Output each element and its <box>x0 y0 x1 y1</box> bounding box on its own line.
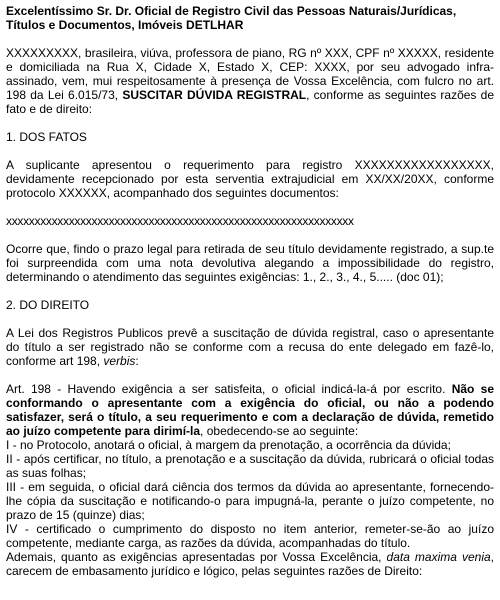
law-p1-italic: verbis <box>103 354 136 368</box>
intro-tail: , conforme as seguintes razões de fato e de direito: <box>6 88 495 116</box>
law-p1-text: A Lei dos Registros Publicos prevê a suscitação de dúvida registral, caso o apresentante do título a ser registrado não se conforme com a recusa do ente delegado em fazê-lo, conforme art 198, <box>6 326 494 368</box>
article-end: , obedecendo-se ao seguinte: <box>200 424 359 438</box>
intro-bold-request: SUSCITAR DÚVIDA REGISTRAL <box>122 88 307 102</box>
article-start: Art. 198 - Havendo exigência a ser satisfeita, o oficial indicá-la-á por escrito. <box>6 382 452 396</box>
closing-italic: data maxima venia <box>386 550 491 564</box>
article-bold: Não se conformando o apresentante com a exigência do oficial, ou não a podendo satisfazer, será o título, a seu requerimento e com a declaração de dúvida, remetido ao juízo competente para dirimí-la <box>6 382 495 438</box>
section-heading-facts: 1. DOS FATOS <box>6 130 87 144</box>
closing-paragraph <box>6 550 494 578</box>
article-item-2: II - após certificar, no título, a prenotação e a suscitação da dúvida, rubricará o oficial todas as suas folhas; <box>6 452 494 480</box>
article-item-4: IV - certificado o cumprimento do disposto no item anterior, remeter-se-ão ao juízo competente, mediante carga, as razões da dúvida, acompanhadas do título. <box>6 522 494 550</box>
document-title: Excelentíssimo Sr. Dr. Oficial de Registro Civil das Pessoas Naturais/Jurídicas, Títulos e Documentos, Imóveis DETLHAR <box>6 4 457 32</box>
article-item-3: III - em seguida, o oficial dará ciência dos termos da dúvida ao apresentante, fornecendo-lhe cópia da suscitação e notificando-o para impugná-la, perante o juízo competente, no prazo de 15 (quinze) dias; <box>6 480 494 522</box>
section-heading-law: 2. DO DIREITO <box>6 298 90 312</box>
facts-paragraph-2: Ocorre que, findo o prazo legal para retirada de seu título devidamente registrado, a sup.te foi surpreendida com uma nota devolutiva alegando a impossibilidade do registro, determinando o atendimento das seguintes exigências: 1., 2., 3., 4., 5..... (doc 01); <box>6 242 494 284</box>
intro-paragraph <box>6 46 494 116</box>
law-paragraph-1 <box>6 326 494 368</box>
intro-text: XXXXXXXXX, brasileira, viúva, professora de piano, RG nº XXX, CPF nº XXXXX, residente e domiciliada na Rua X, Cidade X, Estado X, CEP: XXXX, por seu advogado infra-assinado, vem, mui respeitosamente à presença de Vossa Excelência, com fulcro no art. 198 da Lei 6.015/73, <box>6 46 494 102</box>
facts-paragraph-1: A suplicante apresentou o requerimento para registro XXXXXXXXXXXXXXXXX, devidamente recepcionado por esta serventia extrajudicial em XX/XX/20XX, conforme protocolo XXXXXX, acompanhado dos seguintes documentos: <box>6 158 494 200</box>
law-p1-end: : <box>135 354 139 368</box>
document-list-placeholder: xxxxxxxxxxxxxxxxxxxxxxxxxxxxxxxxxxxxxxxxxxxxxxxxxxxxxxxxxxxxx <box>6 214 354 228</box>
closing-start: Ademais, quanto as exigências apresentadas por Vossa Excelência, <box>6 550 387 564</box>
closing-end: , carecem de embasamento jurídico e lógico, pelas seguintes razões de Direito: <box>6 550 495 578</box>
article-item-1: I - no Protocolo, anotará o oficial, à margem da prenotação, a ocorrência da dúvida; <box>6 438 451 452</box>
article-198 <box>6 382 494 438</box>
